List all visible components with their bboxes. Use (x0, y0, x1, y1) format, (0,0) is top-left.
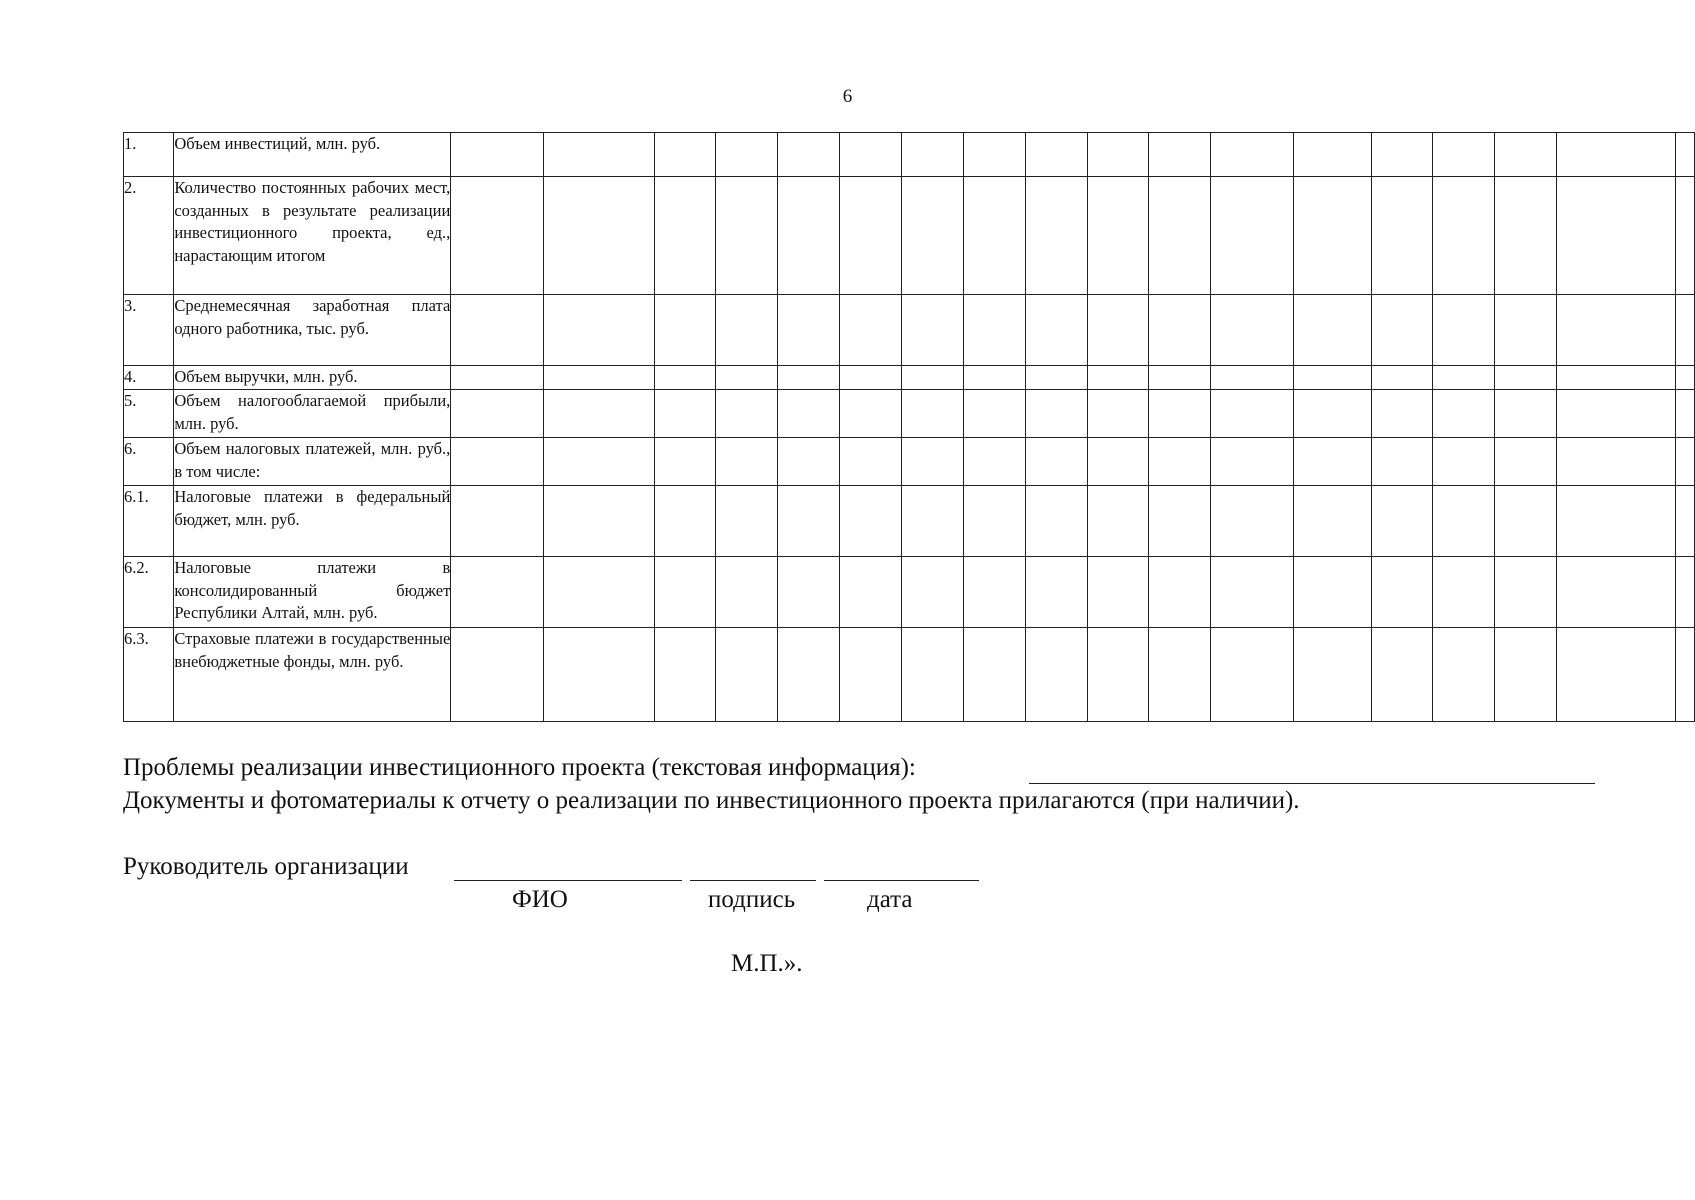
value-cell[interactable] (1557, 557, 1676, 628)
value-cell[interactable] (902, 295, 964, 366)
table-row (124, 486, 1695, 557)
row-indicator-label: Налоговые платежи в консолидированный бюджет Республики Алтай, млн. руб. (174, 557, 451, 628)
value-cell[interactable] (778, 295, 840, 366)
value-cell[interactable] (451, 133, 544, 177)
value-cell[interactable] (451, 177, 544, 295)
report-table (123, 132, 1695, 722)
value-cell[interactable] (963, 438, 1025, 486)
value-cell[interactable] (778, 366, 840, 390)
value-cell[interactable] (778, 133, 840, 177)
value-cell[interactable] (1495, 628, 1557, 722)
value-cell[interactable] (1557, 628, 1676, 722)
value-cell[interactable] (654, 557, 716, 628)
value-cell[interactable] (1433, 133, 1495, 177)
value-cell[interactable] (1433, 557, 1495, 628)
row-number: 3. (124, 295, 174, 366)
value-cell[interactable] (1293, 366, 1371, 390)
row-number: 4. (124, 366, 174, 390)
value-cell[interactable] (1211, 390, 1293, 438)
value-cell[interactable] (1495, 295, 1557, 366)
value-cell[interactable] (1293, 295, 1371, 366)
value-cell[interactable] (840, 557, 902, 628)
value-cell[interactable] (716, 557, 778, 628)
value-cell[interactable] (1557, 177, 1676, 295)
value-cell[interactable] (1149, 133, 1211, 177)
row-indicator-label: Объем инвестиций, млн. руб. (174, 133, 451, 177)
value-cell[interactable] (1676, 295, 1695, 366)
value-cell[interactable] (451, 295, 544, 366)
value-cell[interactable] (654, 486, 716, 557)
table-row (124, 177, 1695, 295)
row-number: 6.1. (124, 486, 174, 557)
table-row (124, 390, 1695, 438)
row-number: 6.3. (124, 628, 174, 722)
value-cell[interactable] (902, 438, 964, 486)
value-cell[interactable] (451, 486, 544, 557)
table-row (124, 557, 1695, 628)
value-cell[interactable] (716, 177, 778, 295)
value-cell[interactable] (778, 390, 840, 438)
value-cell[interactable] (1371, 295, 1433, 366)
row-indicator-label: Объем налоговых платежей, млн. руб., в том числе: (174, 438, 451, 486)
value-cell[interactable] (1025, 133, 1087, 177)
value-cell[interactable] (778, 486, 840, 557)
value-cell[interactable] (1087, 390, 1149, 438)
value-cell[interactable] (1087, 366, 1149, 390)
value-cell[interactable] (1293, 486, 1371, 557)
value-cell[interactable] (1371, 486, 1433, 557)
value-cell[interactable] (1676, 628, 1695, 722)
value-cell[interactable] (1557, 486, 1676, 557)
value-cell[interactable] (1149, 486, 1211, 557)
value-cell[interactable] (963, 177, 1025, 295)
value-cell[interactable] (778, 438, 840, 486)
value-cell[interactable] (1495, 557, 1557, 628)
value-cell[interactable] (1149, 366, 1211, 390)
value-cell[interactable] (1025, 486, 1087, 557)
value-cell[interactable] (963, 628, 1025, 722)
value-cell[interactable] (544, 438, 655, 486)
value-cell[interactable] (1025, 366, 1087, 390)
row-indicator-label: Объем выручки, млн. руб. (174, 366, 451, 390)
row-number: 6.2. (124, 557, 174, 628)
value-cell[interactable] (1557, 366, 1676, 390)
value-cell[interactable] (963, 390, 1025, 438)
value-cell[interactable] (1371, 177, 1433, 295)
fio-fill-line[interactable] (454, 880, 682, 881)
value-cell[interactable] (963, 366, 1025, 390)
value-cell[interactable] (716, 295, 778, 366)
value-cell[interactable] (840, 390, 902, 438)
value-cell[interactable] (778, 628, 840, 722)
row-number: 1. (124, 133, 174, 177)
value-cell[interactable] (1676, 133, 1695, 177)
value-cell[interactable] (1293, 557, 1371, 628)
value-cell[interactable] (1025, 628, 1087, 722)
value-cell[interactable] (451, 438, 544, 486)
value-cell[interactable] (1557, 438, 1676, 486)
value-cell[interactable] (544, 486, 655, 557)
row-number: 5. (124, 390, 174, 438)
value-cell[interactable] (902, 628, 964, 722)
value-cell[interactable] (1087, 486, 1149, 557)
value-cell[interactable] (451, 366, 544, 390)
value-cell[interactable] (716, 438, 778, 486)
value-cell[interactable] (1557, 390, 1676, 438)
value-cell[interactable] (1211, 295, 1293, 366)
value-cell[interactable] (840, 366, 902, 390)
value-cell[interactable] (654, 366, 716, 390)
value-cell[interactable] (1149, 438, 1211, 486)
row-indicator-label: Налоговые платежи в федеральный бюджет, млн. руб. (174, 486, 451, 557)
value-cell[interactable] (1433, 390, 1495, 438)
signature-fill-line[interactable] (690, 880, 816, 881)
value-cell[interactable] (716, 133, 778, 177)
value-cell[interactable] (1149, 177, 1211, 295)
value-cell[interactable] (1676, 177, 1695, 295)
problems-label: Проблемы реализации инвестиционного проекта (текстовая информация): (123, 754, 916, 781)
value-cell[interactable] (716, 486, 778, 557)
value-cell[interactable] (544, 628, 655, 722)
value-cell[interactable] (544, 133, 655, 177)
table-row (124, 366, 1695, 390)
value-cell[interactable] (1025, 390, 1087, 438)
value-cell[interactable] (1371, 390, 1433, 438)
value-cell[interactable] (963, 133, 1025, 177)
page-number: 6 (842, 86, 853, 107)
value-cell[interactable] (654, 390, 716, 438)
value-cell[interactable] (1087, 557, 1149, 628)
value-cell[interactable] (963, 295, 1025, 366)
value-cell[interactable] (1495, 133, 1557, 177)
row-indicator-label: Количество постоянных рабочих мест, созданных в результате реализации инвестиционного проекта, ед., нарастающим итогом (174, 177, 451, 295)
value-cell[interactable] (1087, 177, 1149, 295)
value-cell[interactable] (1495, 366, 1557, 390)
value-cell[interactable] (902, 557, 964, 628)
value-cell[interactable] (1211, 557, 1293, 628)
value-cell[interactable] (1211, 177, 1293, 295)
value-cell[interactable] (1149, 390, 1211, 438)
value-cell[interactable] (451, 390, 544, 438)
value-cell[interactable] (716, 390, 778, 438)
value-cell[interactable] (1676, 366, 1695, 390)
value-cell[interactable] (1433, 438, 1495, 486)
value-cell[interactable] (840, 133, 902, 177)
fio-caption: ФИО (512, 886, 568, 913)
value-cell[interactable] (654, 133, 716, 177)
value-cell[interactable] (1433, 295, 1495, 366)
value-cell[interactable] (544, 390, 655, 438)
value-cell[interactable] (1025, 177, 1087, 295)
value-cell[interactable] (654, 177, 716, 295)
value-cell[interactable] (1293, 133, 1371, 177)
value-cell[interactable] (1676, 438, 1695, 486)
value-cell[interactable] (1495, 177, 1557, 295)
value-cell[interactable] (1087, 133, 1149, 177)
value-cell[interactable] (1087, 295, 1149, 366)
value-cell[interactable] (1211, 628, 1293, 722)
value-cell[interactable] (778, 557, 840, 628)
value-cell[interactable] (1025, 438, 1087, 486)
value-cell[interactable] (1293, 438, 1371, 486)
value-cell[interactable] (1371, 133, 1433, 177)
value-cell[interactable] (1371, 438, 1433, 486)
value-cell[interactable] (654, 438, 716, 486)
value-cell[interactable] (1433, 628, 1495, 722)
value-cell[interactable] (1676, 390, 1695, 438)
value-cell[interactable] (1676, 557, 1695, 628)
value-cell[interactable] (963, 557, 1025, 628)
value-cell[interactable] (902, 486, 964, 557)
problems-fill-line[interactable] (1029, 783, 1595, 784)
value-cell[interactable] (902, 366, 964, 390)
value-cell[interactable] (1495, 438, 1557, 486)
value-cell[interactable] (1557, 295, 1676, 366)
row-number: 6. (124, 438, 174, 486)
value-cell[interactable] (544, 366, 655, 390)
value-cell[interactable] (1149, 295, 1211, 366)
value-cell[interactable] (716, 628, 778, 722)
value-cell[interactable] (1371, 366, 1433, 390)
value-cell[interactable] (654, 628, 716, 722)
value-cell[interactable] (1371, 557, 1433, 628)
value-cell[interactable] (1293, 390, 1371, 438)
value-cell[interactable] (840, 486, 902, 557)
row-indicator-label: Страховые платежи в государственные внебюджетные фонды, млн. руб. (174, 628, 451, 722)
value-cell[interactable] (1149, 557, 1211, 628)
table-row (124, 295, 1695, 366)
value-cell[interactable] (840, 295, 902, 366)
value-cell[interactable] (716, 366, 778, 390)
value-cell[interactable] (1433, 486, 1495, 557)
head-label: Руководитель организации (123, 853, 409, 880)
value-cell[interactable] (840, 438, 902, 486)
value-cell[interactable] (1557, 133, 1676, 177)
value-cell[interactable] (1149, 628, 1211, 722)
signature-caption: подпись (708, 886, 796, 913)
value-cell[interactable] (902, 390, 964, 438)
value-cell[interactable] (451, 557, 544, 628)
stamp-mark: М.П.». (731, 950, 803, 977)
value-cell[interactable] (778, 177, 840, 295)
value-cell[interactable] (1433, 366, 1495, 390)
date-fill-line[interactable] (824, 880, 979, 881)
value-cell[interactable] (544, 295, 655, 366)
table-row (124, 628, 1695, 722)
table-row (124, 133, 1695, 177)
value-cell[interactable] (1025, 557, 1087, 628)
value-cell[interactable] (1211, 366, 1293, 390)
value-cell[interactable] (1293, 628, 1371, 722)
value-cell[interactable] (1025, 295, 1087, 366)
row-indicator-label: Объем налогооблагаемой прибыли, млн. руб. (174, 390, 451, 438)
value-cell[interactable] (1087, 628, 1149, 722)
value-cell[interactable] (654, 295, 716, 366)
value-cell[interactable] (963, 486, 1025, 557)
value-cell[interactable] (1087, 438, 1149, 486)
date-caption: дата (867, 886, 913, 913)
value-cell[interactable] (902, 133, 964, 177)
value-cell[interactable] (1211, 486, 1293, 557)
value-cell[interactable] (1211, 438, 1293, 486)
value-cell[interactable] (902, 177, 964, 295)
value-cell[interactable] (1433, 177, 1495, 295)
row-indicator-label: Среднемесячная заработная плата одного работника, тыс. руб. (174, 295, 451, 366)
row-number: 2. (124, 177, 174, 295)
documents-note: Документы и фотоматериалы к отчету о реализации по инвестиционного проекта прилагаются (при наличии). (123, 787, 1300, 814)
value-cell[interactable] (544, 557, 655, 628)
value-cell[interactable] (1293, 177, 1371, 295)
value-cell[interactable] (1495, 486, 1557, 557)
value-cell[interactable] (840, 628, 902, 722)
value-cell[interactable] (1371, 628, 1433, 722)
value-cell[interactable] (1495, 390, 1557, 438)
value-cell[interactable] (544, 177, 655, 295)
value-cell[interactable] (451, 628, 544, 722)
value-cell[interactable] (1676, 486, 1695, 557)
table-row (124, 438, 1695, 486)
value-cell[interactable] (1211, 133, 1293, 177)
value-cell[interactable] (840, 177, 902, 295)
